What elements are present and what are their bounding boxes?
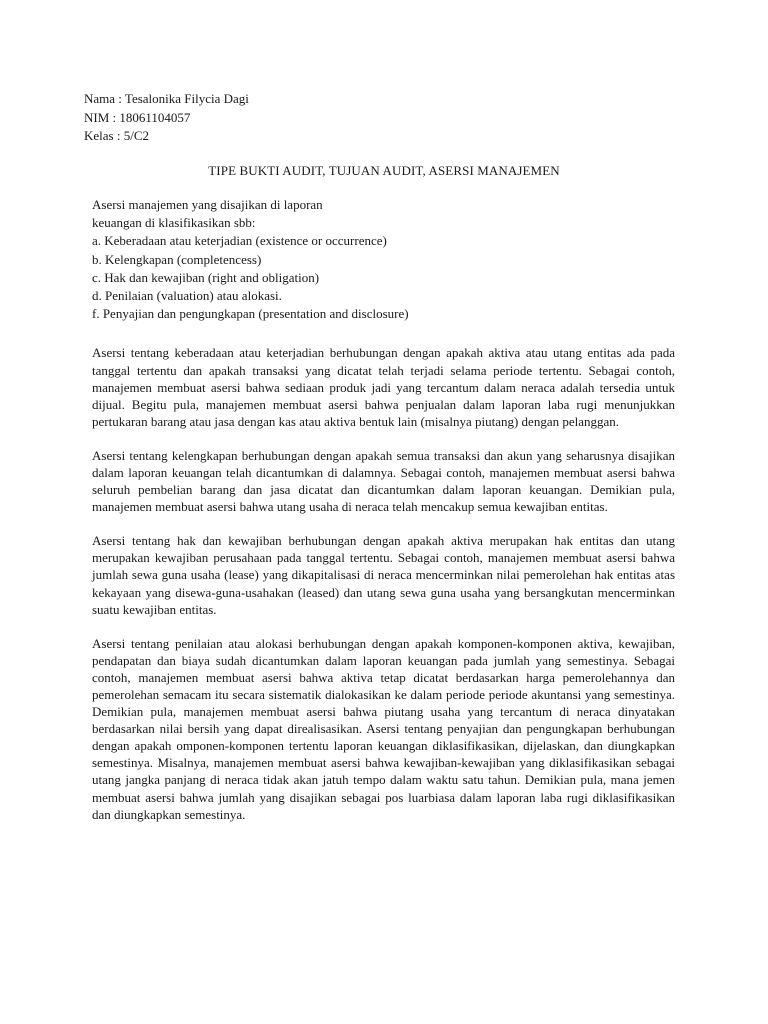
document-title: TIPE BUKTI AUDIT, TUJUAN AUDIT, ASERSI MANAJEMEN (208, 163, 560, 178)
paragraph-rights-obligations: Asersi tentang hak dan kewajiban berhubungan dengan apakah aktiva merupakan hak entitas dan utang merupakan kewajiban perusahaan pada tanggal tertentu. Sebagai contoh, manajemen membuat asersi bahwa jumlah sewa guna usaha (lease) yang dikapitalisasi di neraca mencerminkan nilai pemerolehan hak entitas atas kekayaan yang disewa-guna-usahakan (leased) dan utang sewa guna usaha yang bersangkutan mencerminkan suatu kewajiban entitas. (92, 533, 675, 617)
list-item: b. Kelengkapan (completencess) (92, 251, 262, 267)
student-nim: NIM : 18061104057 (84, 109, 191, 125)
intro-line: keuangan di klasifikasikan sbb: (92, 215, 256, 231)
paragraph-valuation-presentation: Asersi tentang penilaian atau alokasi berhubungan dengan apakah komponen-komponen aktiva, kewajiban, pendapatan dan biaya sudah dicantumkan dalam laporan keuangan pada jumlah yang semestinya. Sebagai contoh, manajemen membuat asersi bahwa aktiva tetap dicatat berdasarkan harga pemerolehannya dan pemerolehan semacam itu secara sistematik dialokasikan ke dalam periode periode akuntansi yang semestinya. Demikian pula, manajemen membuat asersi bahwa piutang usaha yang tercantum di neraca dinyatakan berdasarkan nilai bersih yang dapat direalisasikan. Asersi tentang penyajian dan pengungkapan berhubungan dengan apakah omponen-komponen tertentu laporan keuangan diklasifikasikan, dijelaskan, dan diungkapkan semestinya. Misalnya, manajemen membuat asersi bahwa kewajiban-kewajiban yang diklasifikasikan sebagai utang jangka panjang di neraca tidak akan jatuh tempo dalam waktu satu tahun. Demikian pula, mana jemen membuat asersi bahwa jumlah yang disajikan sebagai pos luarbiasa dalam laporan laba rugi diklasifikasikan dan diungkapkan semestinya. (92, 635, 675, 822)
document-body (92, 196, 675, 823)
assertion-list (92, 196, 675, 323)
list-item: a. Keberadaan atau keterjadian (existence or occurrence) (92, 233, 387, 249)
intro-line: Asersi manajemen yang disajikan di laporan (92, 197, 323, 212)
list-item: f. Penyajian dan pengungkapan (presentation and disclosure) (92, 306, 409, 322)
student-class: Kelas : 5/C2 (84, 128, 149, 143)
list-item: d. Penilaian (valuation) atau alokasi. (92, 288, 282, 304)
paragraph-existence: Asersi tentang keberadaan atau keterjadian berhubungan dengan apakah aktiva atau utang entitas ada pada tanggal tertentu dan apakah transaksi yang dicatat telah terjadi selama periode tertentu. Sebagai contoh, manajemen membuat asersi bahwa sediaan produk jadi yang tercantum dalam neraca adalah tersedia untuk dijual. Begitu pula, manajemen membuat asersi bahwa penjualan dalam laporan laba rugi menunjukkan pertukaran barang atau jasa dengan kas atau aktiva bentuk lain (misalnya piutang) dengan pelanggan. (92, 345, 675, 429)
student-name: Nama : Tesalonika Filycia Dagi (84, 91, 249, 106)
list-item: c. Hak dan kewajiban (right and obligation) (92, 269, 320, 285)
paragraph-completeness: Asersi tentang kelengkapan berhubungan dengan apakah semua transaksi dan akun yang seharusnya disajikan dalam laporan keuangan telah dicantumkan di dalamnya. Sebagai contoh, manajemen membuat asersi bahwa seluruh pembelian barang dan jasa dicatat dan dicantumkan dalam laporan keuangan. Demikian pula, manajemen membuat asersi bahwa utang usaha di neraca telah mencakup semua kewajiban entitas. (92, 447, 675, 515)
student-info (84, 90, 249, 146)
